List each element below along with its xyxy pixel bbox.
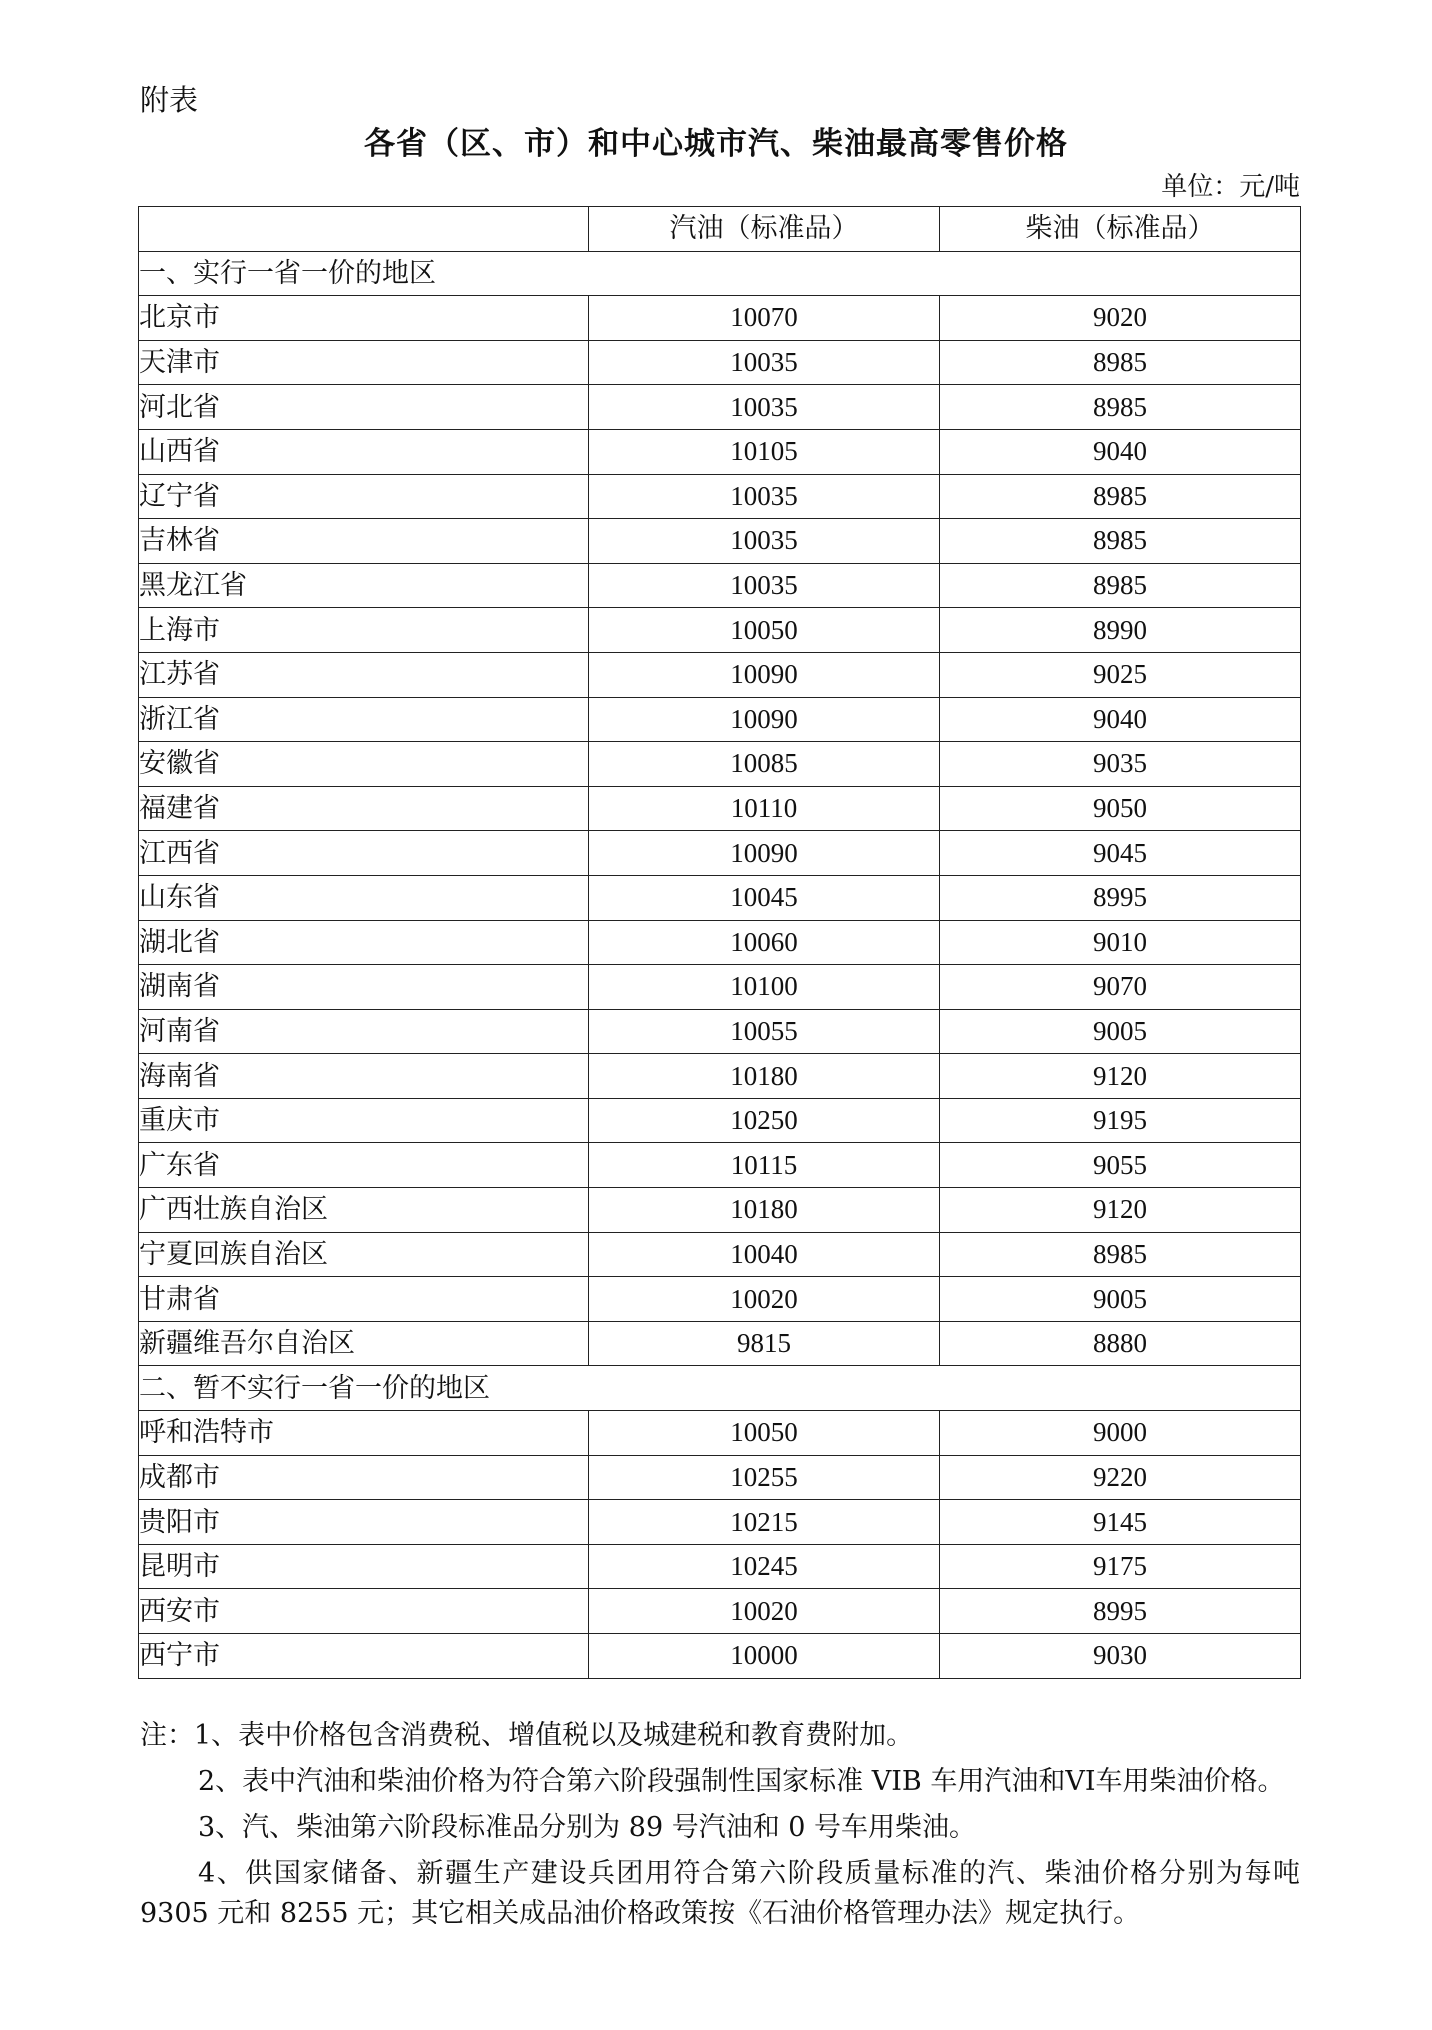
region-cell: 北京市 [139,296,589,341]
diesel-price-cell: 9005 [940,1277,1301,1322]
gasoline-price-cell: 10050 [589,1411,940,1456]
diesel-price-cell: 9030 [940,1634,1301,1679]
diesel-price-cell: 9000 [940,1411,1301,1456]
diesel-price-cell: 8995 [940,1589,1301,1634]
region-cell: 呼和浩特市 [139,1411,589,1456]
region-cell: 海南省 [139,1054,589,1099]
gasoline-price-cell: 10035 [589,340,940,385]
region-cell: 湖北省 [139,920,589,965]
gasoline-price-cell: 10115 [589,1143,940,1188]
region-cell: 山东省 [139,875,589,920]
table-row [139,1321,1301,1366]
region-cell: 广东省 [139,1143,589,1188]
note-3: 3、汽、柴油第六阶段标准品分别为 89 号汽油和 0 号车用柴油。 [198,1812,977,1843]
note-2: 2、表中汽油和柴油价格为符合第六阶段强制性国家标准 VIB 车用汽油和VI车用柴油价格。 [198,1766,1285,1797]
gasoline-price-cell: 10110 [589,786,940,831]
gasoline-price-cell: 10055 [589,1009,940,1054]
region-cell: 甘肃省 [139,1277,589,1322]
region-cell: 黑龙江省 [139,563,589,608]
section-row [139,1366,1301,1411]
table-row [139,786,1301,831]
diesel-price-cell: 9070 [940,965,1301,1010]
diesel-price-cell: 8985 [940,474,1301,519]
table-row [139,340,1301,385]
header-region [139,207,589,252]
gasoline-price-cell: 10215 [589,1500,940,1545]
table-row [139,1500,1301,1545]
page-title: 各省（区、市）和中心城市汽、柴油最高零售价格 [364,126,1068,162]
region-cell: 江苏省 [139,652,589,697]
price-table [138,206,1301,1679]
gasoline-price-cell: 10020 [589,1277,940,1322]
region-cell: 宁夏回族自治区 [139,1232,589,1277]
gasoline-price-cell: 10000 [589,1634,940,1679]
gasoline-price-cell: 10180 [589,1188,940,1233]
region-cell: 新疆维吾尔自治区 [139,1321,589,1366]
diesel-price-cell: 8985 [940,1232,1301,1277]
region-cell: 昆明市 [139,1544,589,1589]
region-cell: 山西省 [139,429,589,474]
annex-label: 附表 [140,83,199,117]
gasoline-price-cell: 10050 [589,608,940,653]
gasoline-price-cell: 10180 [589,1054,940,1099]
gasoline-price-cell: 10250 [589,1098,940,1143]
section-title: 一、实行一省一价的地区 [139,251,1301,296]
header-gasoline: 汽油（标准品） [589,207,940,252]
table-row [139,1411,1301,1456]
diesel-price-cell: 9040 [940,697,1301,742]
table-row [139,652,1301,697]
table-row [139,831,1301,876]
region-cell: 天津市 [139,340,589,385]
section-title: 二、暂不实行一省一价的地区 [139,1366,1301,1411]
section-row [139,251,1301,296]
diesel-price-cell: 9145 [940,1500,1301,1545]
unit-label: 单位：元/吨 [1161,172,1300,202]
region-cell: 浙江省 [139,697,589,742]
gasoline-price-cell: 10090 [589,652,940,697]
gasoline-price-cell: 10245 [589,1544,940,1589]
diesel-price-cell: 8985 [940,385,1301,430]
table-row [139,1009,1301,1054]
table-row [139,875,1301,920]
region-cell: 湖南省 [139,965,589,1010]
diesel-price-cell: 9050 [940,786,1301,831]
table-row [139,1098,1301,1143]
diesel-price-cell: 8985 [940,340,1301,385]
diesel-price-cell: 9120 [940,1188,1301,1233]
table-row [139,1589,1301,1634]
region-cell: 成都市 [139,1455,589,1500]
diesel-price-cell: 9220 [940,1455,1301,1500]
gasoline-price-cell: 10085 [589,742,940,787]
diesel-price-cell: 9175 [940,1544,1301,1589]
gasoline-price-cell: 9815 [589,1321,940,1366]
diesel-price-cell: 9195 [940,1098,1301,1143]
table-row [139,429,1301,474]
region-cell: 江西省 [139,831,589,876]
diesel-price-cell: 9005 [940,1009,1301,1054]
gasoline-price-cell: 10035 [589,385,940,430]
region-cell: 福建省 [139,786,589,831]
table-row [139,697,1301,742]
table-row [139,920,1301,965]
diesel-price-cell: 9055 [940,1143,1301,1188]
notes [140,1716,1300,1934]
region-cell: 贵阳市 [139,1500,589,1545]
header-diesel: 柴油（标准品） [940,207,1301,252]
gasoline-price-cell: 10035 [589,519,940,564]
note-1: 注：1、表中价格包含消费税、增值税以及城建税和教育费附加。 [140,1720,914,1751]
table-row [139,1188,1301,1233]
region-cell: 河北省 [139,385,589,430]
diesel-price-cell: 9035 [940,742,1301,787]
table-row [139,1054,1301,1099]
region-cell: 辽宁省 [139,474,589,519]
diesel-price-cell: 8995 [940,875,1301,920]
gasoline-price-cell: 10035 [589,563,940,608]
table-row [139,742,1301,787]
table-row [139,519,1301,564]
table-header-row [139,207,1301,252]
gasoline-price-cell: 10090 [589,697,940,742]
gasoline-price-cell: 10020 [589,1589,940,1634]
table-row [139,474,1301,519]
gasoline-price-cell: 10040 [589,1232,940,1277]
region-cell: 广西壮族自治区 [139,1188,589,1233]
diesel-price-cell: 8985 [940,519,1301,564]
gasoline-price-cell: 10035 [589,474,940,519]
diesel-price-cell: 8990 [940,608,1301,653]
diesel-price-cell: 8985 [940,563,1301,608]
region-cell: 吉林省 [139,519,589,564]
region-cell: 上海市 [139,608,589,653]
region-cell: 安徽省 [139,742,589,787]
gasoline-price-cell: 10090 [589,831,940,876]
region-cell: 重庆市 [139,1098,589,1143]
table-body [139,251,1301,1678]
table-row [139,385,1301,430]
table-row [139,1544,1301,1589]
table-row [139,965,1301,1010]
table-row [139,1232,1301,1277]
diesel-price-cell: 9010 [940,920,1301,965]
diesel-price-cell: 9025 [940,652,1301,697]
diesel-price-cell: 8880 [940,1321,1301,1366]
table-row [139,1455,1301,1500]
gasoline-price-cell: 10045 [589,875,940,920]
table-row [139,1634,1301,1679]
table-row [139,608,1301,653]
table-row [139,1143,1301,1188]
region-cell: 河南省 [139,1009,589,1054]
gasoline-price-cell: 10060 [589,920,940,965]
diesel-price-cell: 9040 [940,429,1301,474]
diesel-price-cell: 9120 [940,1054,1301,1099]
diesel-price-cell: 9045 [940,831,1301,876]
table-row [139,563,1301,608]
note-4: 4、供国家储备、新疆生产建设兵团用符合第六阶段质量标准的汽、柴油价格分别为每吨 9305 元和 8255 元；其它相关成品油价格政策按《石油价格管理办法》规定执行。 [140,1858,1300,1929]
gasoline-price-cell: 10070 [589,296,940,341]
table-row [139,1277,1301,1322]
diesel-price-cell: 9020 [940,296,1301,341]
region-cell: 西宁市 [139,1634,589,1679]
gasoline-price-cell: 10105 [589,429,940,474]
gasoline-price-cell: 10100 [589,965,940,1010]
table-row [139,296,1301,341]
gasoline-price-cell: 10255 [589,1455,940,1500]
region-cell: 西安市 [139,1589,589,1634]
